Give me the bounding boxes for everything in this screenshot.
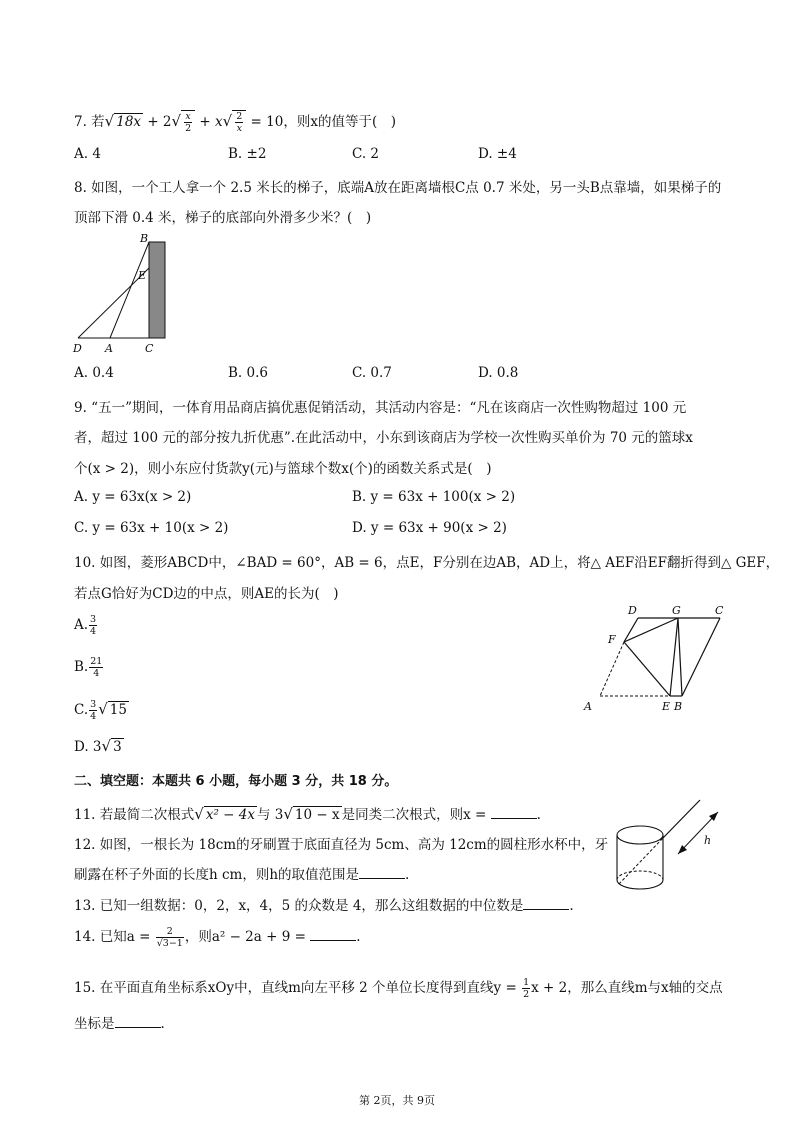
q9-option-a: A. y = 63x(x > 2) <box>74 489 192 505</box>
q10-option-d: D. 3√ 3 <box>74 737 122 755</box>
section-heading: 二、填空题：本题共 6 小题，每小题 3 分，共 18 分。 <box>74 774 398 789</box>
q11-stem: 11. 若最简二次根式√ x² − 4x 与 3√ 10 − x 是同类二次根式，则x = . <box>74 805 541 823</box>
q12-answer-blank[interactable] <box>359 866 405 879</box>
q10-opt-c-rad: 15 <box>109 702 127 718</box>
q10-opt-c-label: C. <box>74 702 89 718</box>
q14-num: 2 <box>156 926 184 938</box>
ladder-original <box>110 242 149 338</box>
q11-mid: 与 3 <box>256 807 284 823</box>
q13-end: . <box>569 898 574 914</box>
q12-end: . <box>405 867 410 883</box>
q15-num: 1 <box>523 977 530 988</box>
label-d: D <box>73 342 82 355</box>
label-a: A <box>105 342 113 355</box>
cup-bottom-front <box>617 880 663 889</box>
q10-line2: 若点G恰好为CD边的中点，则AE的长为( ) <box>74 586 339 602</box>
q14-end: . <box>356 929 361 945</box>
q9-option-d: D. y = 63x + 90(x > 2) <box>352 520 507 536</box>
q12-cup-figure <box>608 792 738 897</box>
q10-opt-b-den: 4 <box>93 668 100 679</box>
q15-answer-blank[interactable] <box>115 1015 161 1028</box>
wall-rect <box>149 242 165 338</box>
q9-line3: 个(x > 2)，则小东应付货款y(元)与篮球个数x(个)的函数关系式是( ) <box>74 461 492 477</box>
label-d: D <box>628 604 637 617</box>
q9-option-b: B. y = 63x + 100(x > 2) <box>352 489 516 505</box>
q13-text: 13. 已知一组数据：0，2，x，4，5 的众数是 4，那么这组数据的中位数是 <box>74 898 524 914</box>
label-c: C <box>145 342 154 355</box>
q10-option-c: C. $\frac{3}{4}$ √ 15 <box>74 699 127 722</box>
q7-option-b: B. ±2 <box>228 146 267 162</box>
q8-option-a: A. 0.4 <box>74 365 114 381</box>
q14-stem <box>74 925 361 949</box>
q8-option-d: D. 0.8 <box>478 365 519 381</box>
q7-suffix: ，则x的值等于( ) <box>283 114 396 130</box>
cup-top-ellipse <box>617 826 663 844</box>
q10-opt-a-num: 3 <box>90 614 97 625</box>
q14-prefix: 14. 已知a = <box>74 929 155 945</box>
q15-line1-b: x + 2，那么直线m与x轴的交点 <box>531 980 723 996</box>
label-g: G <box>672 604 681 617</box>
label-a: A <box>584 700 592 713</box>
q12-line1: 12. 如图，一根长为 18cm的牙刷置于底面直径为 5cm、高为 12cm的圆柱形水杯中，牙 <box>74 837 609 853</box>
q11-prefix: 11. 若最简二次根式 <box>74 807 195 823</box>
toothbrush-inside <box>619 838 663 884</box>
q10-opt-a-label: A. <box>74 617 89 633</box>
q14-answer-blank[interactable] <box>310 928 356 941</box>
q8-line2: 顶部下滑 0.4 米，梯子的底部向外滑多少米？( ) <box>74 210 372 226</box>
seg-ge <box>670 618 678 696</box>
q10-opt-b-label: B. <box>74 659 89 675</box>
q10-opt-b-num: 21 <box>90 656 103 667</box>
q14-mid: ，则a² − 2a + 9 = <box>184 929 311 945</box>
q10-opt-c-num: 3 <box>90 699 97 710</box>
q15-line1 <box>74 976 723 1000</box>
q10-opt-d-label: D. 3 <box>74 739 102 755</box>
q7-option-c: C. 2 <box>352 146 380 162</box>
label-e: E <box>662 700 671 713</box>
q11-answer-blank[interactable] <box>491 806 537 819</box>
label-c: C <box>715 604 724 617</box>
q13-answer-blank[interactable] <box>523 897 569 910</box>
q9-option-c: C. y = 63x + 10(x > 2) <box>74 520 229 536</box>
label-f: F <box>608 633 616 646</box>
q10-opt-d-rad: 3 <box>113 739 122 755</box>
q15-end: . <box>160 1016 165 1032</box>
q8-ladder-figure <box>68 230 178 355</box>
q10-option-b <box>74 656 104 679</box>
toothbrush-outside <box>663 800 700 838</box>
q11-rad2: 10 − x <box>294 807 340 823</box>
q9-line1: 9. “五一”期间，一体育用品商店搞优惠促销活动，其活动内容是：“凡在该商店一次性购物超过 100 元 <box>74 400 687 416</box>
q8-option-b: B. 0.6 <box>228 365 268 381</box>
page-footer: 第 2页，共 9页 <box>359 1094 435 1107</box>
q15-den: 2 <box>523 989 530 1000</box>
q15-line2 <box>74 1012 165 1032</box>
q11-rad1: x² − 4x <box>205 807 255 823</box>
q7-eq-tail: = 10 <box>246 114 284 130</box>
q10-rhombus-figure <box>578 600 738 715</box>
h-label: h <box>704 834 712 847</box>
q13-stem <box>74 894 574 914</box>
q7-option-d: D. ±4 <box>478 146 517 162</box>
q7-stem: 7. 若√ 18x + 2√ $\frac{x}{2}$ + x√ $\frac{2}{x}$ = 10，则x的值等于( ) <box>74 111 396 134</box>
q9-line2: 者，超过 100 元的部分按九折优惠”.在此活动中，小东到该商店为学校一次性购买单价为 70 元的篮球x <box>74 430 693 446</box>
label-e: E <box>138 269 147 282</box>
side-cb <box>682 618 720 696</box>
q12-line2-text: 刷露在杯子外面的长度h cm，则h的取值范围是 <box>74 867 360 883</box>
q8-option-c: C. 0.7 <box>352 365 392 381</box>
seg-fe <box>624 642 670 696</box>
q15-line2-text: 坐标是 <box>74 1016 115 1032</box>
q11-end: . <box>536 807 541 823</box>
q10-opt-c-den: 4 <box>90 711 97 722</box>
q10-option-a <box>74 614 98 637</box>
q14-den: √3−1 <box>156 938 183 949</box>
q11-suffix: 是同类二次根式，则x = <box>341 807 491 823</box>
label-b: B <box>140 232 149 245</box>
side-fa-dashed <box>600 642 624 696</box>
seg-fg <box>624 618 678 642</box>
q7-prefix: 7. 若 <box>74 114 105 130</box>
q10-line1: 10. 如图，菱形ABCD中，∠BAD = 60°，AB = 6，点E，F分别在边AB，AD上，将△ AEF沿EF翻折得到△ GEF， <box>74 555 780 571</box>
q7-option-a: A. 4 <box>74 146 101 162</box>
label-b: B <box>674 700 683 713</box>
q10-opt-a-den: 4 <box>90 626 97 637</box>
seg-gb <box>678 618 682 696</box>
q15-line1-a: 15. 在平面直角坐标系xOy中，直线m向左平移 2 个单位长度得到直线y = <box>74 980 522 996</box>
q12-line2 <box>74 863 409 883</box>
q8-line1: 8. 如图，一个工人拿一个 2.5 米长的梯子，底端A放在距离墙根C点 0.7 米处，另一头B点靠墙，如果梯子的 <box>74 180 722 196</box>
